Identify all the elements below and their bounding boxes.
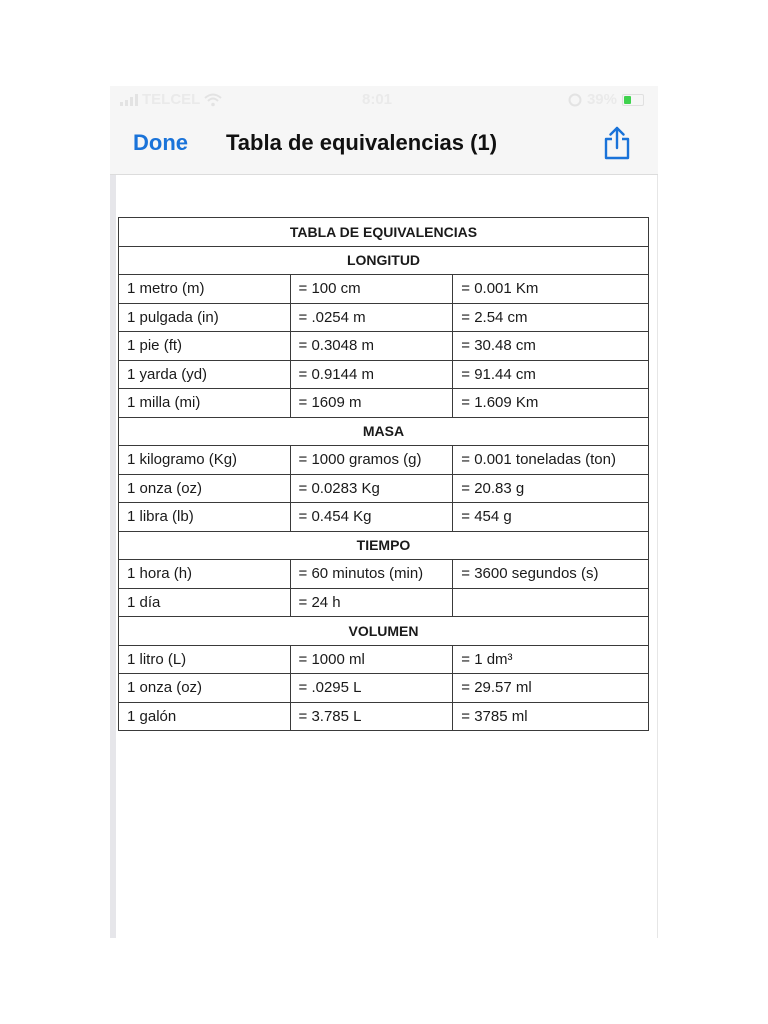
battery-icon <box>622 94 644 106</box>
equivalence-cell: = 0.454 Kg <box>290 503 453 532</box>
equivalence-cell: = 1000 ml <box>290 645 453 674</box>
share-icon <box>600 124 634 162</box>
table-row <box>119 474 649 503</box>
equivalence-alt-cell: = 0.001 Km <box>453 275 649 304</box>
equivalence-alt-cell: = 29.57 ml <box>453 674 649 703</box>
unit-cell: 1 milla (mi) <box>119 389 291 418</box>
status-bar <box>110 86 658 114</box>
unit-cell: 1 yarda (yd) <box>119 360 291 389</box>
section-header: MASA <box>119 417 649 446</box>
table-row <box>119 674 649 703</box>
equivalence-alt-cell <box>453 588 649 617</box>
unit-cell: 1 onza (oz) <box>119 474 291 503</box>
section-header: TIEMPO <box>119 531 649 560</box>
page-edge-left <box>110 175 116 938</box>
table-row <box>119 446 649 475</box>
share-button[interactable] <box>600 124 634 162</box>
equivalence-cell: = 0.9144 m <box>290 360 453 389</box>
equivalence-cell: = 0.3048 m <box>290 332 453 361</box>
equivalence-alt-cell: = 0.001 toneladas (ton) <box>453 446 649 475</box>
unit-cell: 1 galón <box>119 702 291 731</box>
equivalence-alt-cell: = 1 dm³ <box>453 645 649 674</box>
table-row <box>119 588 649 617</box>
equivalence-cell: = 60 minutos (min) <box>290 560 453 589</box>
equivalence-cell: = 3.785 L <box>290 702 453 731</box>
equivalence-cell: = 0.0283 Kg <box>290 474 453 503</box>
unit-cell: 1 metro (m) <box>119 275 291 304</box>
equivalence-alt-cell: = 30.48 cm <box>453 332 649 361</box>
status-time: 8:01 <box>362 91 393 108</box>
equivalence-cell: = 1609 m <box>290 389 453 418</box>
equivalence-alt-cell: = 1.609 Km <box>453 389 649 418</box>
table-row <box>119 503 649 532</box>
status-right-group <box>568 91 644 108</box>
equivalence-cell: = 1000 gramos (g) <box>290 446 453 475</box>
unit-cell: 1 kilogramo (Kg) <box>119 446 291 475</box>
unit-cell: 1 pie (ft) <box>119 332 291 361</box>
equivalence-alt-cell: = 3600 segundos (s) <box>453 560 649 589</box>
unit-cell: 1 día <box>119 588 291 617</box>
section-header: VOLUMEN <box>119 617 649 646</box>
equivalence-table <box>118 217 649 731</box>
equivalence-alt-cell: = 3785 ml <box>453 702 649 731</box>
section-header-row <box>119 531 649 560</box>
equivalence-alt-cell: = 91.44 cm <box>453 360 649 389</box>
equivalence-cell: = 100 cm <box>290 275 453 304</box>
unit-cell: 1 onza (oz) <box>119 674 291 703</box>
equivalence-alt-cell: = 2.54 cm <box>453 303 649 332</box>
table-row <box>119 645 649 674</box>
equivalence-cell: = .0254 m <box>290 303 453 332</box>
table-row <box>119 702 649 731</box>
unit-cell: 1 hora (h) <box>119 560 291 589</box>
carrier-group <box>120 91 222 108</box>
navigation-bar <box>110 114 658 175</box>
signal-icon <box>120 94 138 106</box>
equivalence-cell: = .0295 L <box>290 674 453 703</box>
unit-cell: 1 pulgada (in) <box>119 303 291 332</box>
unit-cell: 1 litro (L) <box>119 645 291 674</box>
table-row <box>119 275 649 304</box>
document-title: Tabla de equivalencias (1) <box>226 130 498 155</box>
orientation-lock-icon <box>568 93 582 107</box>
document-viewer[interactable] <box>110 175 658 938</box>
section-header-row <box>119 617 649 646</box>
battery-percent: 39% <box>586 91 617 108</box>
table-row <box>119 389 649 418</box>
phone-screen <box>110 86 658 938</box>
table-title-row <box>119 218 649 247</box>
equivalence-cell: = 24 h <box>290 588 453 617</box>
unit-cell: 1 libra (lb) <box>119 503 291 532</box>
section-header-row <box>119 246 649 275</box>
wifi-icon <box>204 93 222 107</box>
equivalence-alt-cell: = 20.83 g <box>453 474 649 503</box>
table-row <box>119 303 649 332</box>
carrier-name: TELCEL <box>142 91 201 108</box>
table-title: TABLA DE EQUIVALENCIAS <box>119 218 649 247</box>
table-row <box>119 360 649 389</box>
page-edge-right <box>657 175 658 938</box>
section-header-row <box>119 417 649 446</box>
table-row <box>119 332 649 361</box>
table-row <box>119 560 649 589</box>
done-button[interactable]: Done <box>133 130 188 155</box>
equivalence-alt-cell: = 454 g <box>453 503 649 532</box>
section-header: LONGITUD <box>119 246 649 275</box>
